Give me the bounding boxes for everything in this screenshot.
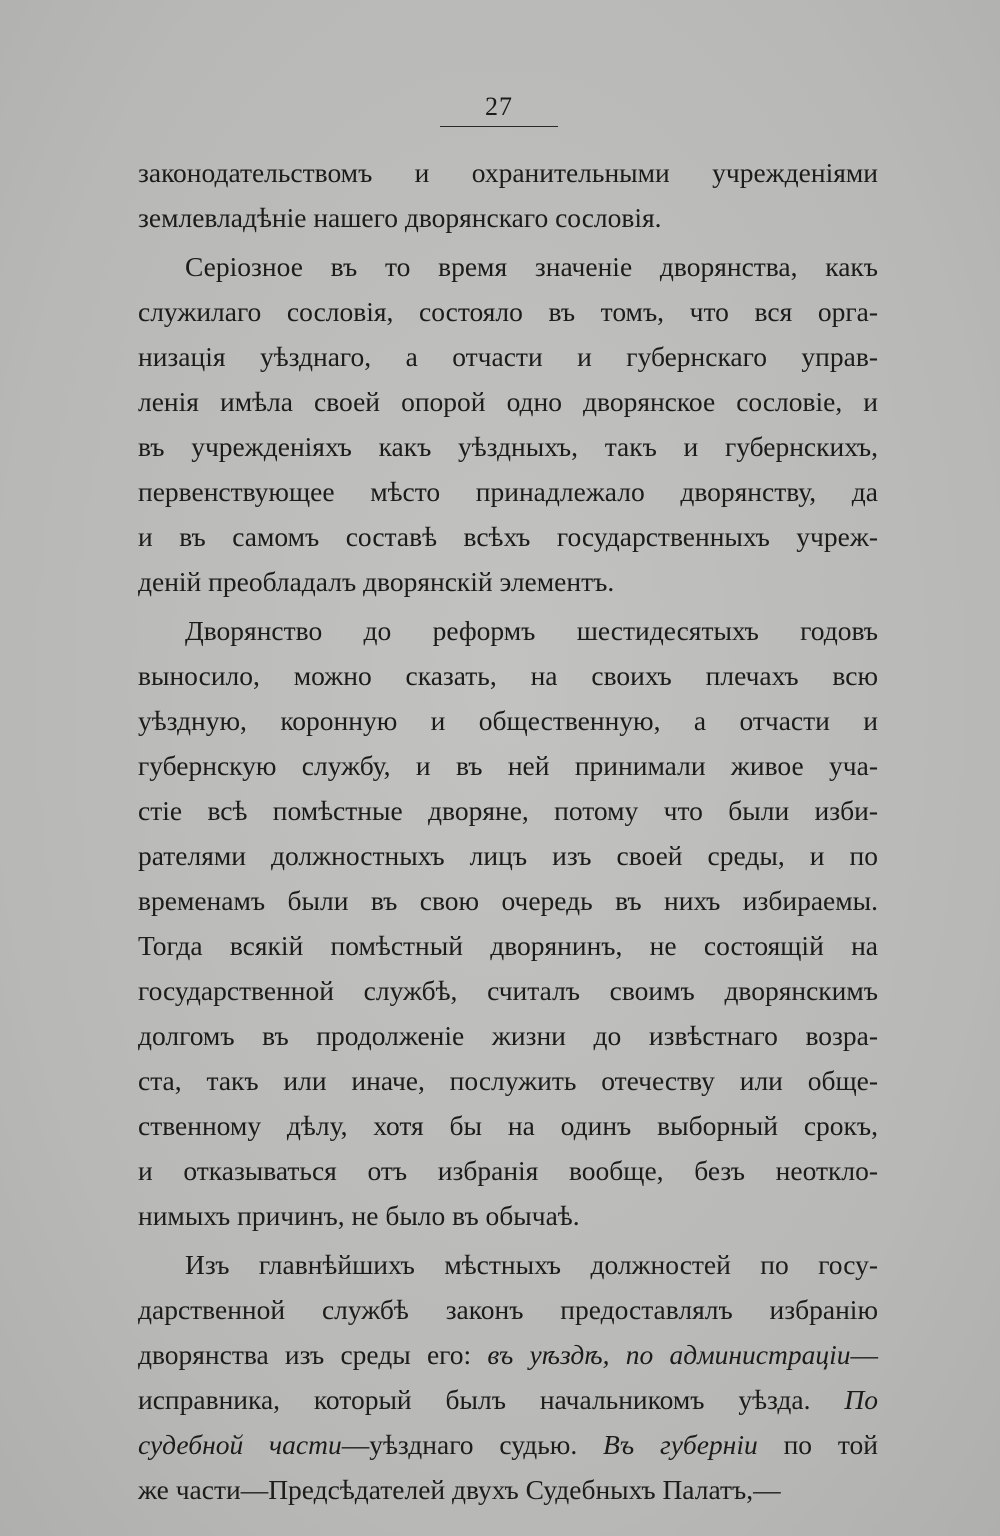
text-run: нимыхъ причинъ, не было въ обычаѣ. [138, 1200, 580, 1231]
text-line [138, 923, 878, 968]
text-run: рателями должностныхъ лицъ изъ своей среды, и по [138, 840, 878, 871]
text-run: долгомъ въ продолженіе жизни до извѣстнаго возра- [138, 1020, 878, 1051]
text-line [138, 1058, 878, 1103]
text-line [138, 150, 878, 195]
text-run: ста, такъ или иначе, послужить отечеству или обще- [138, 1065, 878, 1096]
text-line [138, 1332, 878, 1377]
italic-text: въ уѣздѣ, по администраціи [487, 1339, 851, 1370]
page-number-rule [440, 126, 558, 127]
text-line [138, 1422, 878, 1467]
text-run: Тогда всякій помѣстный дворянинъ, не состоящій на [138, 930, 878, 961]
text-line [138, 1148, 878, 1193]
text-line [138, 743, 878, 788]
text-line [138, 334, 878, 379]
text-line [138, 1467, 878, 1512]
text-line [138, 1193, 878, 1238]
text-run: —уѣзднаго судью. [341, 1429, 604, 1460]
text-line [138, 195, 878, 240]
text-run: исправника, который былъ начальникомъ уѣзда. [138, 1384, 845, 1415]
page-number: 27 [485, 92, 513, 121]
text-line [138, 514, 878, 559]
text-run: губернскую службу, и въ ней принимали живое уча- [138, 750, 878, 781]
text-run: первенствующее мѣсто принадлежало дворянству, да [138, 476, 878, 507]
text-run: же части—Предсѣдателей двухъ Судебныхъ Палатъ,— [138, 1474, 781, 1505]
text-line [138, 379, 878, 424]
italic-text: судебной части [138, 1429, 342, 1460]
text-line [138, 1242, 878, 1287]
paragraph [138, 1242, 878, 1512]
text-run: Дворянство до реформъ шестидесятыхъ годовъ [185, 615, 878, 646]
body-text [138, 150, 878, 1512]
text-run: землевладѣніе нашего дворянскаго сословія. [138, 202, 662, 233]
text-run: и въ самомъ составѣ всѣхъ государственныхъ учреж- [138, 521, 878, 552]
text-run: въ учрежденіяхъ какъ уѣздныхъ, такъ и губернскихъ, [138, 431, 878, 462]
text-line [138, 559, 878, 604]
text-line [138, 1287, 878, 1332]
text-run: низація уѣзднаго, а отчасти и губернскаго управ- [138, 341, 878, 372]
paragraph [138, 150, 878, 240]
text-run: по той [757, 1429, 878, 1460]
text-run: законодательствомъ и охранительными учрежденіями [138, 157, 878, 188]
text-run: деній преобладалъ дворянскій элементъ. [138, 566, 615, 597]
text-run: и отказываться отъ избранія вообще, безъ неоткло- [138, 1155, 878, 1186]
italic-text: Въ губерніи [603, 1429, 758, 1460]
text-line [138, 289, 878, 334]
text-line [138, 968, 878, 1013]
text-line [138, 424, 878, 469]
text-line [138, 878, 878, 923]
text-run: выносило, можно сказать, на своихъ плечахъ всю [138, 660, 878, 691]
text-line [138, 1013, 878, 1058]
text-line [138, 469, 878, 514]
text-line [138, 788, 878, 833]
paragraph [138, 608, 878, 1238]
text-line [138, 833, 878, 878]
text-run: Изъ главнѣйшихъ мѣстныхъ должностей по госу- [185, 1249, 878, 1280]
text-run: временамъ были въ свою очередь въ нихъ избираемы. [138, 885, 878, 916]
paragraph [138, 244, 878, 604]
text-run: ственному дѣлу, хотя бы на одинъ выборный срокъ, [138, 1110, 878, 1141]
text-run: уѣздную, коронную и общественную, а отчасти и [138, 705, 878, 736]
text-run: Серіозное въ то время значеніе дворянства, какъ [185, 251, 878, 282]
text-run: государственной службѣ, считалъ своимъ дворянскимъ [138, 975, 878, 1006]
text-line [138, 608, 878, 653]
text-line [138, 244, 878, 289]
text-run: служилаго сословія, состояло въ томъ, что вся орга- [138, 296, 878, 327]
text-line [138, 653, 878, 698]
text-run: ленія имѣла своей опорой одно дворянское сословіе, и [138, 386, 878, 417]
text-line [138, 1377, 878, 1422]
text-run: дарственной службѣ законъ предоставлялъ избранію [138, 1294, 878, 1325]
text-line [138, 698, 878, 743]
text-run: — [850, 1339, 879, 1370]
text-run: стіе всѣ помѣстные дворяне, потому что были изби- [138, 795, 878, 826]
text-run: дворянства изъ среды его: [138, 1339, 488, 1370]
text-line [138, 1103, 878, 1148]
italic-text: По [844, 1384, 878, 1415]
